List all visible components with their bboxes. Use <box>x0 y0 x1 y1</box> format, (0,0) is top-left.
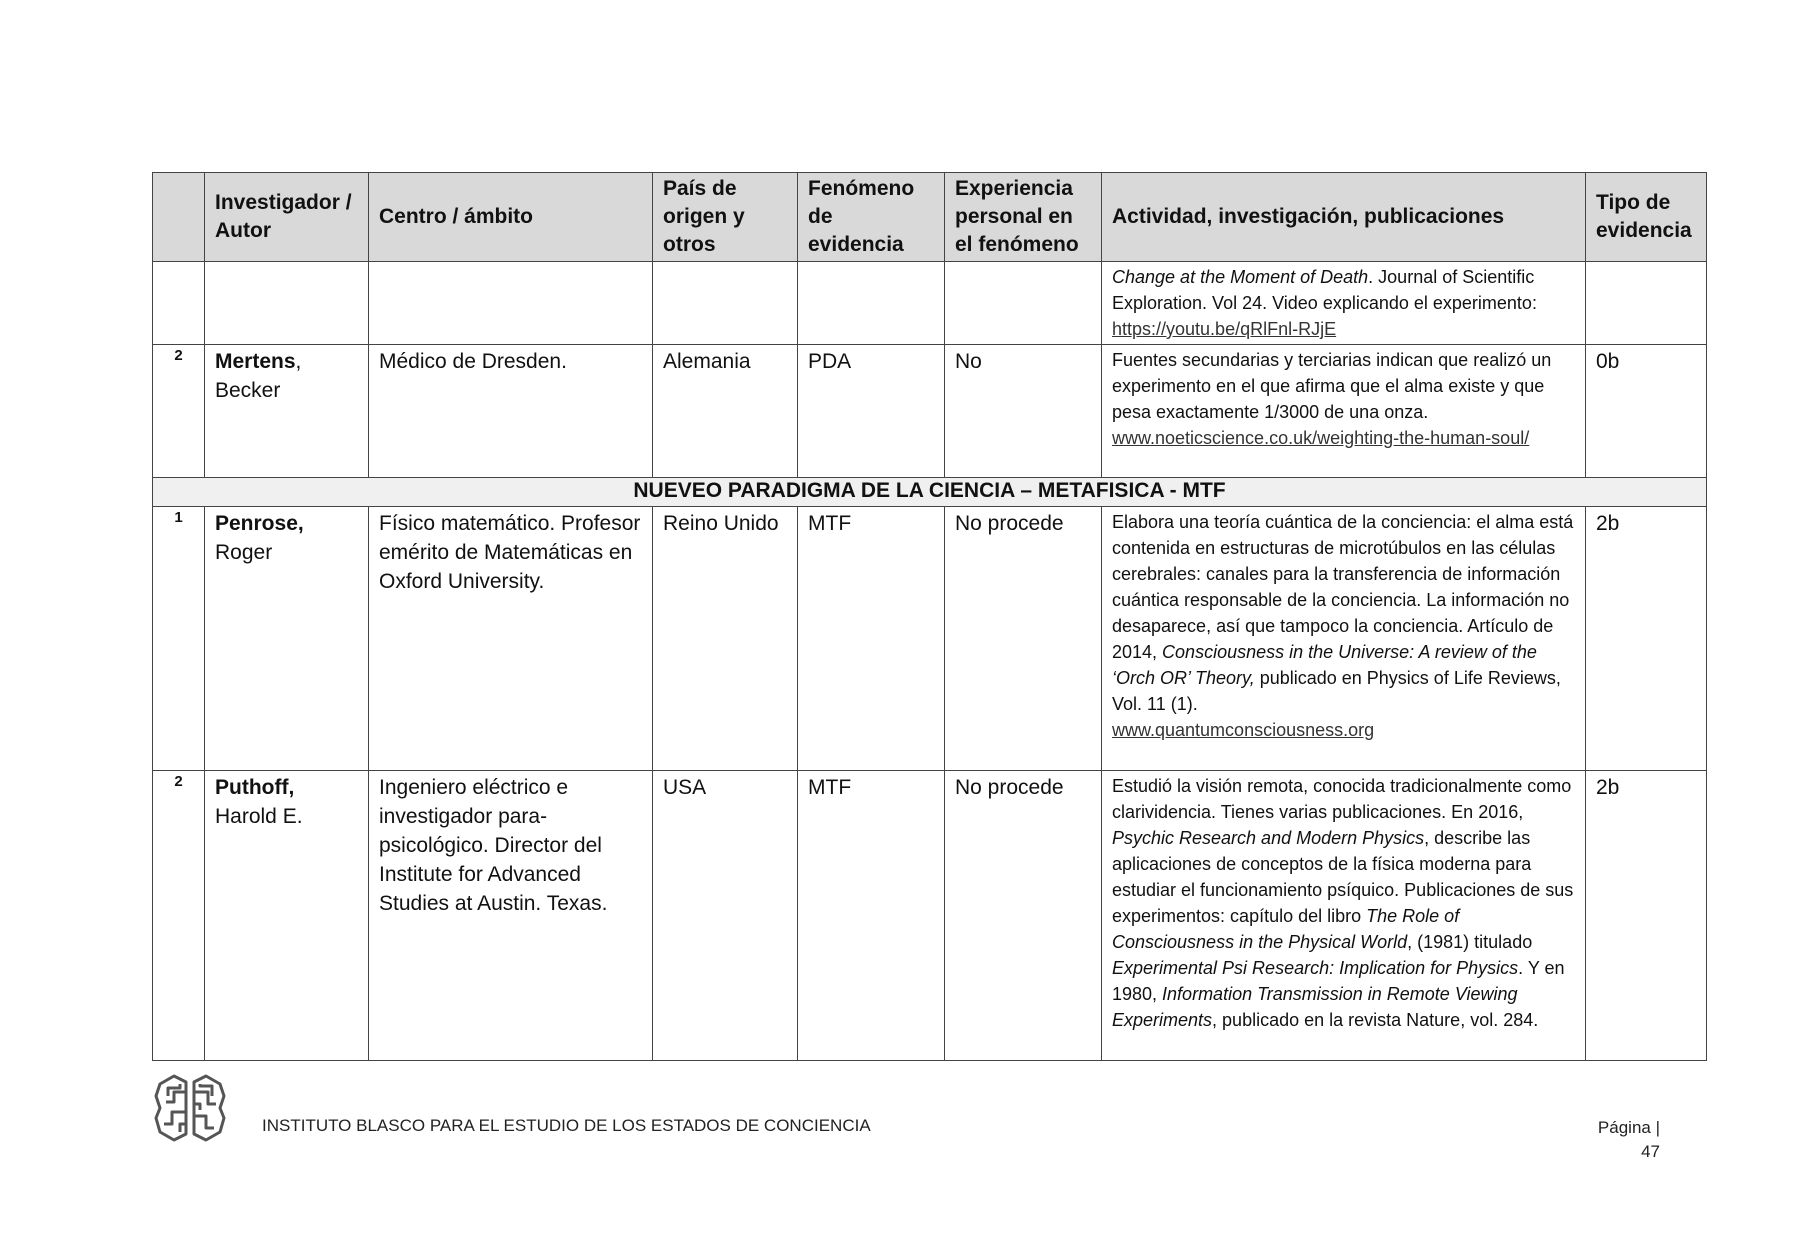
row-number: 2 <box>153 771 205 1061</box>
center-cell: Físico matemático. Profesor emérito de Matemáticas en Oxford University. <box>369 507 653 771</box>
header-investigator: Investigador / Autor <box>205 173 369 262</box>
header-evidence-type: Tipo de evidencia <box>1586 173 1707 262</box>
author-surname: Puthoff, <box>215 776 295 799</box>
activity-cell: Change at the Moment of Death. Journal of Scientific Exploration. Vol 24. Video explicando el experimento: https://youtu.be/qRlFnl-RJjE <box>1102 262 1586 345</box>
header-number <box>153 173 205 262</box>
publication-title: The Role of Consciousness in the Physical World <box>1112 906 1460 952</box>
header-phenomenon: Fenómeno de evidencia <box>798 173 945 262</box>
publication-title: Experimental Psi Research: Implication for Physics <box>1112 958 1519 978</box>
video-link[interactable]: https://youtu.be/qRlFnl-RJjE <box>1112 319 1337 339</box>
researchers-table <box>152 172 1707 1061</box>
center-cell: Médico de Dresden. <box>369 345 653 478</box>
header-center: Centro / ámbito <box>369 173 653 262</box>
evidence-type-cell: 2b <box>1586 771 1707 1061</box>
table-row <box>153 345 1707 478</box>
author-surname: Mertens <box>215 350 296 373</box>
publication-title: Information Transmission in Remote Viewing Experiments <box>1112 984 1518 1030</box>
author-given-name: Harold E. <box>215 805 303 828</box>
footer-page-number <box>1560 1116 1660 1164</box>
phenomenon-cell: MTF <box>798 507 945 771</box>
table-row <box>153 771 1707 1061</box>
phenomenon-cell: PDA <box>798 345 945 478</box>
country-cell: USA <box>653 771 798 1061</box>
experience-cell: No <box>945 345 1102 478</box>
page-label: Página | <box>1597 1118 1660 1137</box>
center-cell: Ingeniero eléctrico e investigador para-psicológico. Director del Institute for Advanced Studies at Austin. Texas. <box>369 771 653 1061</box>
row-number: 2 <box>153 345 205 478</box>
evidence-type-cell: 0b <box>1586 345 1707 478</box>
author-given-name: Becker <box>215 379 281 402</box>
brain-maze-icon <box>152 1072 228 1144</box>
phenomenon-cell: MTF <box>798 771 945 1061</box>
header-country: País de origen y otros <box>653 173 798 262</box>
experience-cell: No procede <box>945 771 1102 1061</box>
author-cell <box>205 771 369 1061</box>
author-surname: Penrose, <box>215 512 304 535</box>
publication-title: Psychic Research and Modern Physics <box>1112 828 1425 848</box>
experience-cell: No procede <box>945 507 1102 771</box>
author-cell: Mertens, Becker <box>205 345 369 478</box>
section-header-row <box>153 478 1707 507</box>
author-given-name: Roger <box>215 541 273 564</box>
header-experience: Experiencia personal en el fenómeno <box>945 173 1102 262</box>
evidence-type-cell: 2b <box>1586 507 1707 771</box>
section-title: NUEVEO PARADIGMA DE LA CIENCIA – METAFISICA - MTF <box>153 478 1707 507</box>
publication-title: Change at the Moment of Death <box>1112 267 1369 287</box>
table-row-continuation <box>153 262 1707 345</box>
quantum-consciousness-link[interactable]: www.quantumconsciousness.org <box>1112 720 1375 740</box>
table-header-row <box>153 173 1707 262</box>
header-activity: Actividad, investigación, publicaciones <box>1102 173 1586 262</box>
publication-title: Consciousness in the Universe: A review of the ‘Orch OR’ Theory, <box>1112 642 1537 688</box>
activity-cell: Estudió la visión remota, conocida tradicionalmente como clarividencia. Tienes varias publicaciones. En 2016, Psychic Research and Modern Physics, describe las aplicaciones de conceptos de la física moderna para estudiar el funcionamiento psíquico. Publicaciones de sus experimentos: capítulo del libro The Role of Consciousness in the Physical World, (1981) titulado Experimental Psi Research: Implication for Physics. Y en 1980, Information Transmission in Remote Viewing Experiments, publicado en la revista Nature, vol. 284. <box>1102 771 1586 1061</box>
footer-institute-name: INSTITUTO BLASCO PARA EL ESTUDIO DE LOS ESTADOS DE CONCIENCIA <box>262 1116 871 1135</box>
noetic-link[interactable]: www.noeticscience.co.uk/weighting-the-human-soul/ <box>1112 428 1530 448</box>
country-cell: Alemania <box>653 345 798 478</box>
activity-cell: Elabora una teoría cuántica de la conciencia: el alma está contenida en estructuras de microtúbulos en las células cerebrales: canales para la transferencia de información cuántica responsable de la conciencia. La información no desaparece, así que tampoco la conciencia. Artículo de 2014, Consciousness in the Universe: A review of the ‘Orch OR’ Theory, publicado en Physics of Life Reviews, Vol. 11 (1). www.quantumconsciousness.org <box>1102 507 1586 771</box>
page-number: 47 <box>1641 1142 1660 1161</box>
country-cell: Reino Unido <box>653 507 798 771</box>
activity-cell: Fuentes secundarias y terciarias indican que realizó un experimento en el que afirma que el alma existe y que pesa exactamente 1/3000 de una onza. www.noeticscience.co.uk/weighting-the-human-soul/ <box>1102 345 1586 478</box>
author-cell <box>205 507 369 771</box>
row-number: 1 <box>153 507 205 771</box>
table-row <box>153 507 1707 771</box>
